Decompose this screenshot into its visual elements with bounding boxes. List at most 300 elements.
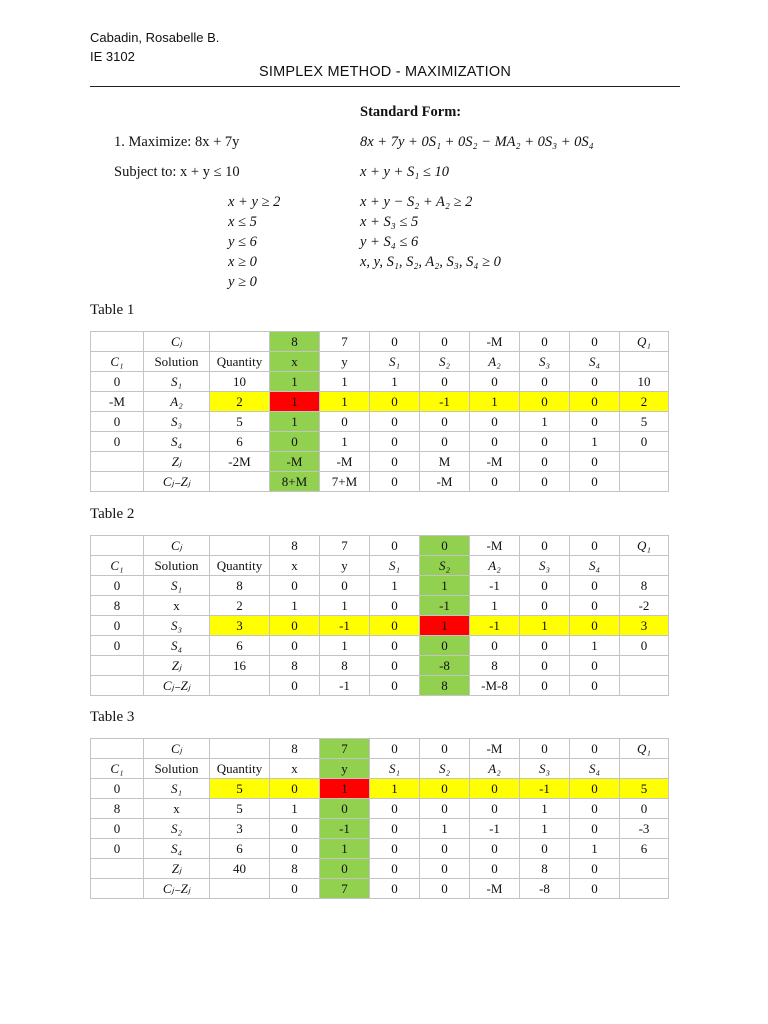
cell-s3: 0: [520, 596, 570, 616]
cell-x: 8: [270, 859, 320, 879]
cell-s4: S₄: [570, 556, 620, 576]
cell-cb: 8: [91, 799, 144, 819]
cell-x: 1: [270, 372, 320, 392]
basis-row: [91, 392, 669, 412]
cell-s4: 0: [570, 596, 620, 616]
cell-x: 1: [270, 799, 320, 819]
cell-s4: 1: [570, 636, 620, 656]
cell-x: 1: [270, 412, 320, 432]
cell-s2: 0: [420, 332, 470, 352]
cell-x: x: [270, 759, 320, 779]
cell-a2: -1: [470, 819, 520, 839]
cell-s4: 0: [570, 452, 620, 472]
zj-row: [91, 452, 669, 472]
cell-a2: 0: [470, 472, 520, 492]
cell-cb: [91, 452, 144, 472]
cell-s4: 0: [570, 472, 620, 492]
cell-s3: 0: [520, 452, 570, 472]
cell-ratio: Q₁: [620, 536, 669, 556]
cell-s1: 0: [370, 412, 420, 432]
cell-s3: 0: [520, 636, 570, 656]
cell-solution: S₁: [144, 779, 210, 799]
cell-y: 7: [320, 879, 370, 899]
cell-cb: 0: [91, 412, 144, 432]
cell-ratio: [620, 452, 669, 472]
cell-ratio: -3: [620, 819, 669, 839]
cell-s1: 0: [370, 596, 420, 616]
constraint-5: y ≥ 0: [228, 274, 257, 290]
cell-s2: -1: [420, 596, 470, 616]
cell-s2: M: [420, 452, 470, 472]
cell-s4: 0: [570, 739, 620, 759]
standard-form-line-3: x + S₃ ≤ 5: [360, 214, 419, 230]
cell-a2: 8: [470, 656, 520, 676]
cell-s3: 0: [520, 392, 570, 412]
cell-solution: S₁: [144, 372, 210, 392]
cell-s4: 0: [570, 859, 620, 879]
cell-s4: 0: [570, 332, 620, 352]
cell-y: 1: [320, 372, 370, 392]
cell-s2: 0: [420, 859, 470, 879]
cell-quantity: 5: [210, 779, 270, 799]
cell-solution: S₄: [144, 839, 210, 859]
cell-quantity: 10: [210, 372, 270, 392]
cell-y: 1: [320, 779, 370, 799]
author-name: Cabadin, Rosabelle B.: [90, 30, 220, 45]
cell-x: 8: [270, 332, 320, 352]
cell-solution: Cⱼ₋Zⱼ: [144, 676, 210, 696]
cell-quantity: 6: [210, 839, 270, 859]
column-header-row: [91, 352, 669, 372]
cell-y: 1: [320, 596, 370, 616]
cell-solution: S₃: [144, 412, 210, 432]
cell-s2: 0: [420, 432, 470, 452]
cell-s3: S₃: [520, 556, 570, 576]
cell-s4: 0: [570, 656, 620, 676]
cell-cb: 0: [91, 576, 144, 596]
standard-form-nonnegativity: x, y, S₁, S₂, A₂, S₃, S₄ ≥ 0: [360, 254, 501, 270]
cell-x: 8: [270, 656, 320, 676]
cell-solution: Cⱼ₋Zⱼ: [144, 879, 210, 899]
basis-row: [91, 819, 669, 839]
cell-s3: -8: [520, 879, 570, 899]
cell-solution: S₂: [144, 819, 210, 839]
table-2-label: Table 2: [90, 506, 135, 522]
cell-s3: 8: [520, 859, 570, 879]
basis-row: [91, 616, 669, 636]
cell-s1: 1: [370, 576, 420, 596]
basis-row: [91, 779, 669, 799]
cell-s4: 0: [570, 799, 620, 819]
cell-ratio: 0: [620, 799, 669, 819]
cell-a2: 0: [470, 636, 520, 656]
cell-solution: Cⱼ: [144, 739, 210, 759]
cell-x: 0: [270, 432, 320, 452]
cell-y: 1: [320, 636, 370, 656]
cell-s1: 0: [370, 879, 420, 899]
cell-s3: 1: [520, 799, 570, 819]
cell-s2: 0: [420, 839, 470, 859]
cell-a2: 0: [470, 412, 520, 432]
cell-s1: 0: [370, 432, 420, 452]
cell-x: 0: [270, 616, 320, 636]
cell-solution: Cⱼ₋Zⱼ: [144, 472, 210, 492]
cell-s1: 0: [370, 739, 420, 759]
cell-s1: 0: [370, 676, 420, 696]
cell-x: 0: [270, 879, 320, 899]
cell-s1: 0: [370, 452, 420, 472]
cell-s1: 0: [370, 819, 420, 839]
cell-ratio: 8: [620, 576, 669, 596]
cell-y: -M: [320, 452, 370, 472]
subject-to-constraint: Subject to: x + y ≤ 10: [114, 164, 240, 180]
cell-x: 1: [270, 392, 320, 412]
cell-a2: -1: [470, 616, 520, 636]
cell-s4: S₄: [570, 759, 620, 779]
cell-s1: 0: [370, 859, 420, 879]
cell-s1: 0: [370, 656, 420, 676]
cell-x: x: [270, 556, 320, 576]
cell-s2: S₂: [420, 352, 470, 372]
cell-s4: 0: [570, 879, 620, 899]
cell-ratio: 10: [620, 372, 669, 392]
cell-s3: 0: [520, 839, 570, 859]
constraint-2: x ≤ 5: [228, 214, 257, 230]
cell-s1: 0: [370, 799, 420, 819]
cell-y: 0: [320, 799, 370, 819]
cell-ratio: [620, 352, 669, 372]
title-divider: [90, 86, 680, 87]
cell-a2: -M: [470, 739, 520, 759]
cell-x: 0: [270, 819, 320, 839]
cell-cb: 0: [91, 636, 144, 656]
cell-cb: 0: [91, 432, 144, 452]
cell-solution: S₄: [144, 432, 210, 452]
cell-ratio: [620, 759, 669, 779]
cell-quantity: 16: [210, 656, 270, 676]
cell-a2: -1: [470, 576, 520, 596]
cell-quantity: 2: [210, 392, 270, 412]
cell-s2: 1: [420, 819, 470, 839]
cell-s3: 0: [520, 536, 570, 556]
cell-y: -1: [320, 676, 370, 696]
cell-ratio: [620, 472, 669, 492]
cell-quantity: -2M: [210, 452, 270, 472]
course-code: IE 3102: [90, 49, 135, 64]
cell-cb: 8: [91, 596, 144, 616]
cell-y: -1: [320, 819, 370, 839]
cell-s2: -M: [420, 472, 470, 492]
cell-quantity: 5: [210, 412, 270, 432]
cell-ratio: 6: [620, 839, 669, 859]
basis-row: [91, 636, 669, 656]
cell-y: -1: [320, 616, 370, 636]
constraint-1: x + y ≥ 2: [228, 194, 281, 210]
cell-s4: 0: [570, 779, 620, 799]
cell-y: 8: [320, 656, 370, 676]
cell-solution: S₄: [144, 636, 210, 656]
cell-y: y: [320, 759, 370, 779]
cell-x: 0: [270, 779, 320, 799]
cell-quantity: [210, 879, 270, 899]
cell-a2: A₂: [470, 759, 520, 779]
cell-s3: 0: [520, 332, 570, 352]
table-3-label: Table 3: [90, 709, 135, 725]
cell-a2: 0: [470, 432, 520, 452]
cell-quantity: [210, 472, 270, 492]
cell-s2: 0: [420, 779, 470, 799]
column-header-row: [91, 556, 669, 576]
cell-solution: Solution: [144, 556, 210, 576]
cell-s1: 0: [370, 839, 420, 859]
cell-ratio: -2: [620, 596, 669, 616]
cell-s3: 0: [520, 676, 570, 696]
cell-s2: 0: [420, 879, 470, 899]
cell-cb: 0: [91, 372, 144, 392]
zj-row: [91, 656, 669, 676]
cell-y: 1: [320, 392, 370, 412]
standard-form-line-4: y + S₄ ≤ 6: [360, 234, 419, 250]
cell-cb: [91, 879, 144, 899]
cell-ratio: [620, 859, 669, 879]
cell-ratio: 0: [620, 432, 669, 452]
simplex-table-1: [90, 331, 669, 492]
cell-quantity: 8: [210, 576, 270, 596]
cell-cb: [91, 536, 144, 556]
cell-solution: Solution: [144, 759, 210, 779]
cell-x: 8: [270, 739, 320, 759]
cell-s3: 0: [520, 739, 570, 759]
standard-form-objective: 8x + 7y + 0S₁ + 0S₂ − MA₂ + 0S₃ + 0S₄: [360, 134, 594, 150]
cell-a2: 0: [470, 372, 520, 392]
basis-row: [91, 839, 669, 859]
simplex-table-3: [90, 738, 669, 899]
cell-s2: S₂: [420, 759, 470, 779]
cell-x: 0: [270, 636, 320, 656]
cell-solution: Cⱼ: [144, 332, 210, 352]
cell-s2: S₂: [420, 556, 470, 576]
cell-s3: -1: [520, 779, 570, 799]
cell-x: 0: [270, 839, 320, 859]
cell-cb: [91, 676, 144, 696]
cell-x: x: [270, 352, 320, 372]
cell-cb: [91, 739, 144, 759]
page-title: SIMPLEX METHOD - MAXIMIZATION: [258, 64, 512, 80]
cell-cb: 0: [91, 819, 144, 839]
cell-y: 0: [320, 859, 370, 879]
cell-y: 1: [320, 839, 370, 859]
objective-function: 1. Maximize: 8x + 7y: [114, 134, 240, 150]
cell-a2: -M: [470, 536, 520, 556]
cell-s4: 1: [570, 839, 620, 859]
cell-s4: 0: [570, 819, 620, 839]
cell-s2: 1: [420, 616, 470, 636]
cell-s2: 0: [420, 799, 470, 819]
cell-s4: 0: [570, 392, 620, 412]
cell-a2: -M-8: [470, 676, 520, 696]
cj-header-row: [91, 739, 669, 759]
cell-s3: 0: [520, 472, 570, 492]
cell-s3: S₃: [520, 759, 570, 779]
cell-ratio: Q₁: [620, 332, 669, 352]
cj-header-row: [91, 332, 669, 352]
cell-s1: S₁: [370, 759, 420, 779]
cell-ratio: [620, 676, 669, 696]
cell-cb: C₁: [91, 556, 144, 576]
cell-ratio: 2: [620, 392, 669, 412]
cell-a2: 0: [470, 839, 520, 859]
cell-quantity: 6: [210, 636, 270, 656]
cell-s2: 0: [420, 739, 470, 759]
cell-a2: 1: [470, 596, 520, 616]
cell-s1: S₁: [370, 556, 420, 576]
cell-cb: [91, 472, 144, 492]
cell-ratio: Q₁: [620, 739, 669, 759]
basis-row: [91, 432, 669, 452]
cell-s3: S₃: [520, 352, 570, 372]
cell-s1: 1: [370, 372, 420, 392]
column-header-row: [91, 759, 669, 779]
cell-solution: x: [144, 596, 210, 616]
cell-solution: Cⱼ: [144, 536, 210, 556]
cell-ratio: 3: [620, 616, 669, 636]
cell-s3: 1: [520, 819, 570, 839]
cell-solution: S₃: [144, 616, 210, 636]
cell-quantity: [210, 332, 270, 352]
cell-s3: 1: [520, 412, 570, 432]
cell-quantity: 3: [210, 819, 270, 839]
cell-s1: 0: [370, 332, 420, 352]
basis-row: [91, 799, 669, 819]
cj-minus-zj-row: [91, 676, 669, 696]
cell-quantity: Quantity: [210, 759, 270, 779]
standard-form-line-2: x + y − S₂ + A₂ ≥ 2: [360, 194, 473, 210]
cell-y: 1: [320, 432, 370, 452]
cell-cb: C₁: [91, 759, 144, 779]
cell-s4: 0: [570, 676, 620, 696]
cell-x: 8+M: [270, 472, 320, 492]
cell-x: -M: [270, 452, 320, 472]
constraint-4: x ≥ 0: [228, 254, 257, 270]
cell-a2: 1: [470, 392, 520, 412]
cell-a2: -M: [470, 332, 520, 352]
cell-s4: 0: [570, 536, 620, 556]
cell-quantity: 40: [210, 859, 270, 879]
cell-ratio: 5: [620, 779, 669, 799]
cell-y: 0: [320, 412, 370, 432]
cell-y: 7+M: [320, 472, 370, 492]
cell-s1: 1: [370, 779, 420, 799]
cell-s4: 0: [570, 372, 620, 392]
cell-s1: 0: [370, 536, 420, 556]
cell-quantity: Quantity: [210, 352, 270, 372]
cell-quantity: [210, 739, 270, 759]
cell-solution: Zⱼ: [144, 452, 210, 472]
cj-header-row: [91, 536, 669, 556]
cell-x: 8: [270, 536, 320, 556]
cell-s3: 1: [520, 616, 570, 636]
cell-cb: [91, 656, 144, 676]
cell-cb: [91, 859, 144, 879]
cell-s2: 0: [420, 372, 470, 392]
cell-s3: 0: [520, 372, 570, 392]
cell-a2: 0: [470, 799, 520, 819]
cell-cb: [91, 332, 144, 352]
basis-row: [91, 372, 669, 392]
cell-ratio: 0: [620, 636, 669, 656]
cell-cb: 0: [91, 839, 144, 859]
cell-s1: 0: [370, 472, 420, 492]
cell-y: 7: [320, 536, 370, 556]
cell-a2: 0: [470, 859, 520, 879]
cell-solution: Zⱼ: [144, 859, 210, 879]
cell-cb: C₁: [91, 352, 144, 372]
cell-s4: 0: [570, 616, 620, 636]
cell-s1: 0: [370, 616, 420, 636]
standard-form-heading: Standard Form:: [360, 104, 462, 120]
cell-s2: 0: [420, 636, 470, 656]
cell-a2: -M: [470, 879, 520, 899]
cj-minus-zj-row: [91, 472, 669, 492]
cell-s4: 1: [570, 432, 620, 452]
cell-s2: -8: [420, 656, 470, 676]
cell-s4: S₄: [570, 352, 620, 372]
standard-form-line-1: x + y + S₁ ≤ 10: [360, 164, 449, 180]
basis-row: [91, 596, 669, 616]
cell-s2: -1: [420, 392, 470, 412]
cell-y: 7: [320, 739, 370, 759]
cell-s2: 8: [420, 676, 470, 696]
cell-solution: Zⱼ: [144, 656, 210, 676]
cell-quantity: [210, 536, 270, 556]
cell-s1: 0: [370, 636, 420, 656]
cell-a2: 0: [470, 779, 520, 799]
cj-minus-zj-row: [91, 879, 669, 899]
cell-a2: A₂: [470, 352, 520, 372]
cell-x: 0: [270, 676, 320, 696]
cell-quantity: 2: [210, 596, 270, 616]
cell-cb: 0: [91, 616, 144, 636]
cell-y: 7: [320, 332, 370, 352]
cell-cb: 0: [91, 779, 144, 799]
cell-solution: A₂: [144, 392, 210, 412]
cell-y: y: [320, 556, 370, 576]
cell-s3: 0: [520, 656, 570, 676]
cell-s1: 0: [370, 392, 420, 412]
cell-a2: A₂: [470, 556, 520, 576]
cell-solution: Solution: [144, 352, 210, 372]
cell-s4: 0: [570, 412, 620, 432]
basis-row: [91, 412, 669, 432]
cell-y: 0: [320, 576, 370, 596]
cell-cb: -M: [91, 392, 144, 412]
cell-y: y: [320, 352, 370, 372]
cell-a2: -M: [470, 452, 520, 472]
constraint-3: y ≤ 6: [228, 234, 257, 250]
cell-s1: S₁: [370, 352, 420, 372]
cell-solution: x: [144, 799, 210, 819]
cell-quantity: [210, 676, 270, 696]
cell-x: 1: [270, 596, 320, 616]
cell-quantity: Quantity: [210, 556, 270, 576]
cell-s3: 0: [520, 432, 570, 452]
table-1-label: Table 1: [90, 302, 135, 318]
cell-s3: 0: [520, 576, 570, 596]
cell-s4: 0: [570, 576, 620, 596]
cell-solution: S₁: [144, 576, 210, 596]
basis-row: [91, 576, 669, 596]
cell-quantity: 6: [210, 432, 270, 452]
